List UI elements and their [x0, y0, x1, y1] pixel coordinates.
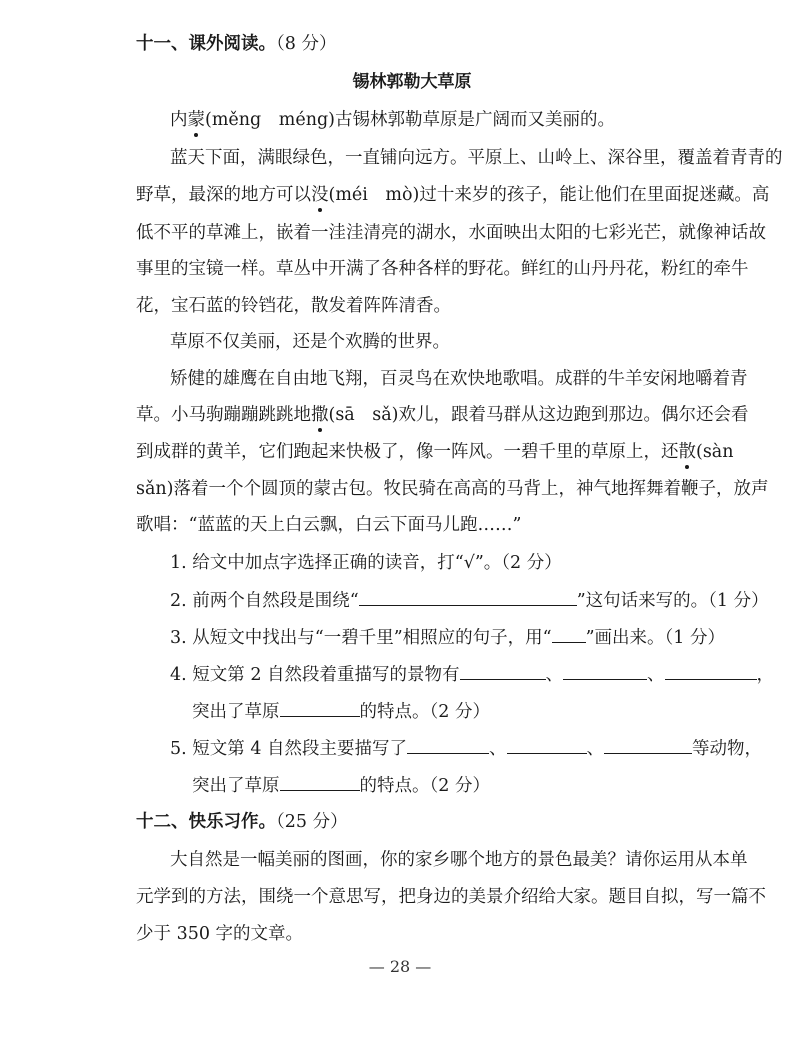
- paragraph-2-line-4: 事里的宝镜一样。草丛中开满了各种各样的野花。鲜红的山丹丹花，粉红的牵牛: [136, 259, 749, 279]
- paragraph-2-line-3: 低不平的草滩上，嵌着一洼洼清亮的湖水，水面映出太阳的七彩光芒，就像神话故: [136, 223, 766, 243]
- underline-sample: [552, 626, 586, 643]
- answer-blank[interactable]: [359, 589, 577, 606]
- writing-prompt-line-1: 大自然是一幅美丽的图画，你的家乡哪个地方的景色最美？请你运用从本单: [170, 850, 748, 870]
- answer-blank[interactable]: [665, 663, 757, 680]
- paragraph-3: 草原不仅美丽，还是个欢腾的世界。: [170, 332, 450, 352]
- question-4: 4. 短文第 2 自然段着重描写的景物有 、 、 ，: [170, 665, 775, 685]
- answer-blank[interactable]: [280, 700, 360, 717]
- question-2: 2. 前两个自然段是围绕“ ”这句话来写的。（1 分）: [170, 591, 769, 611]
- section-11-heading: [136, 33, 336, 55]
- answer-blank[interactable]: [604, 737, 692, 754]
- paragraph-2-line-2: 野草，最深的地方可以没(méi mò)过十来岁的孩子，能让他们在里面捉迷藏。高: [136, 185, 770, 205]
- section-11-heading-text: 十一、课外阅读。: [136, 34, 276, 54]
- answer-blank[interactable]: [460, 663, 546, 680]
- section-12-points: （25 分）: [276, 812, 348, 832]
- answer-blank[interactable]: [563, 663, 647, 680]
- section-12-heading-text: 十二、快乐习作。: [136, 812, 276, 832]
- answer-blank[interactable]: [407, 737, 489, 754]
- question-3: 3. 从短文中找出与“一碧千里”相照应的句子，用“ ”画出来。（1 分）: [170, 628, 726, 648]
- section-12-heading: [136, 811, 348, 833]
- paragraph-4-line-5: 歌唱：“蓝蓝的天上白云飘，白云下面马儿跑……”: [136, 515, 522, 535]
- question-4-cont: 突出了草原 的特点。（2 分）: [192, 702, 490, 722]
- dotted-char: 散: [678, 442, 696, 462]
- question-1: 1. 给文中加点字选择正确的读音，打“√”。（2 分）: [170, 553, 562, 573]
- dotted-char: 撒: [311, 405, 329, 425]
- paragraph-4-line-3: 到成群的黄羊，它们跑起来快极了，像一阵风。一碧千里的草原上，还散(sàn: [136, 442, 734, 462]
- paragraph-4-line-1: 矫健的雄鹰在自由地飞翔，百灵鸟在欢快地歌唱。成群的牛羊安闲地嚼着青: [170, 369, 748, 389]
- question-5-cont: 突出了草原 的特点。（2 分）: [192, 776, 490, 796]
- page-number: — 28 —: [368, 957, 432, 976]
- paragraph-4-line-2: 草。小马驹蹦蹦跳跳地撒(sā sǎ)欢儿，跟着马群从这边跑到那边。偶尔还会看: [136, 405, 749, 425]
- dotted-char: 没: [311, 185, 329, 205]
- dotted-char: 蒙: [187, 110, 205, 130]
- passage-title: 锡林郭勒大草原: [352, 72, 472, 92]
- writing-prompt-line-3: 少于 350 字的文章。: [136, 924, 304, 944]
- writing-prompt-line-2: 元学到的方法，围绕一个意思写，把身边的美景介绍给大家。题目自拟，写一篇不: [136, 887, 766, 907]
- section-11-points: （8 分）: [276, 34, 337, 54]
- paragraph-4-line-4: sǎn)落着一个个圆顶的蒙古包。牧民骑在高高的马背上，神气地挥舞着鞭子，放声: [136, 479, 769, 499]
- answer-blank[interactable]: [280, 774, 360, 791]
- question-5: 5. 短文第 4 自然段主要描写了 、 、 等动物，: [170, 739, 763, 759]
- paragraph-2-line-1: 蓝天下面，满眼绿色，一直铺向远方。平原上、山岭上、深谷里，覆盖着青青的: [170, 148, 783, 168]
- answer-blank[interactable]: [507, 737, 587, 754]
- paragraph-1: 内蒙(měng méng)古锡林郭勒草原是广阔而又美丽的。: [170, 110, 616, 130]
- paragraph-2-line-5: 花，宝石蓝的铃铛花，散发着阵阵清香。: [136, 296, 451, 316]
